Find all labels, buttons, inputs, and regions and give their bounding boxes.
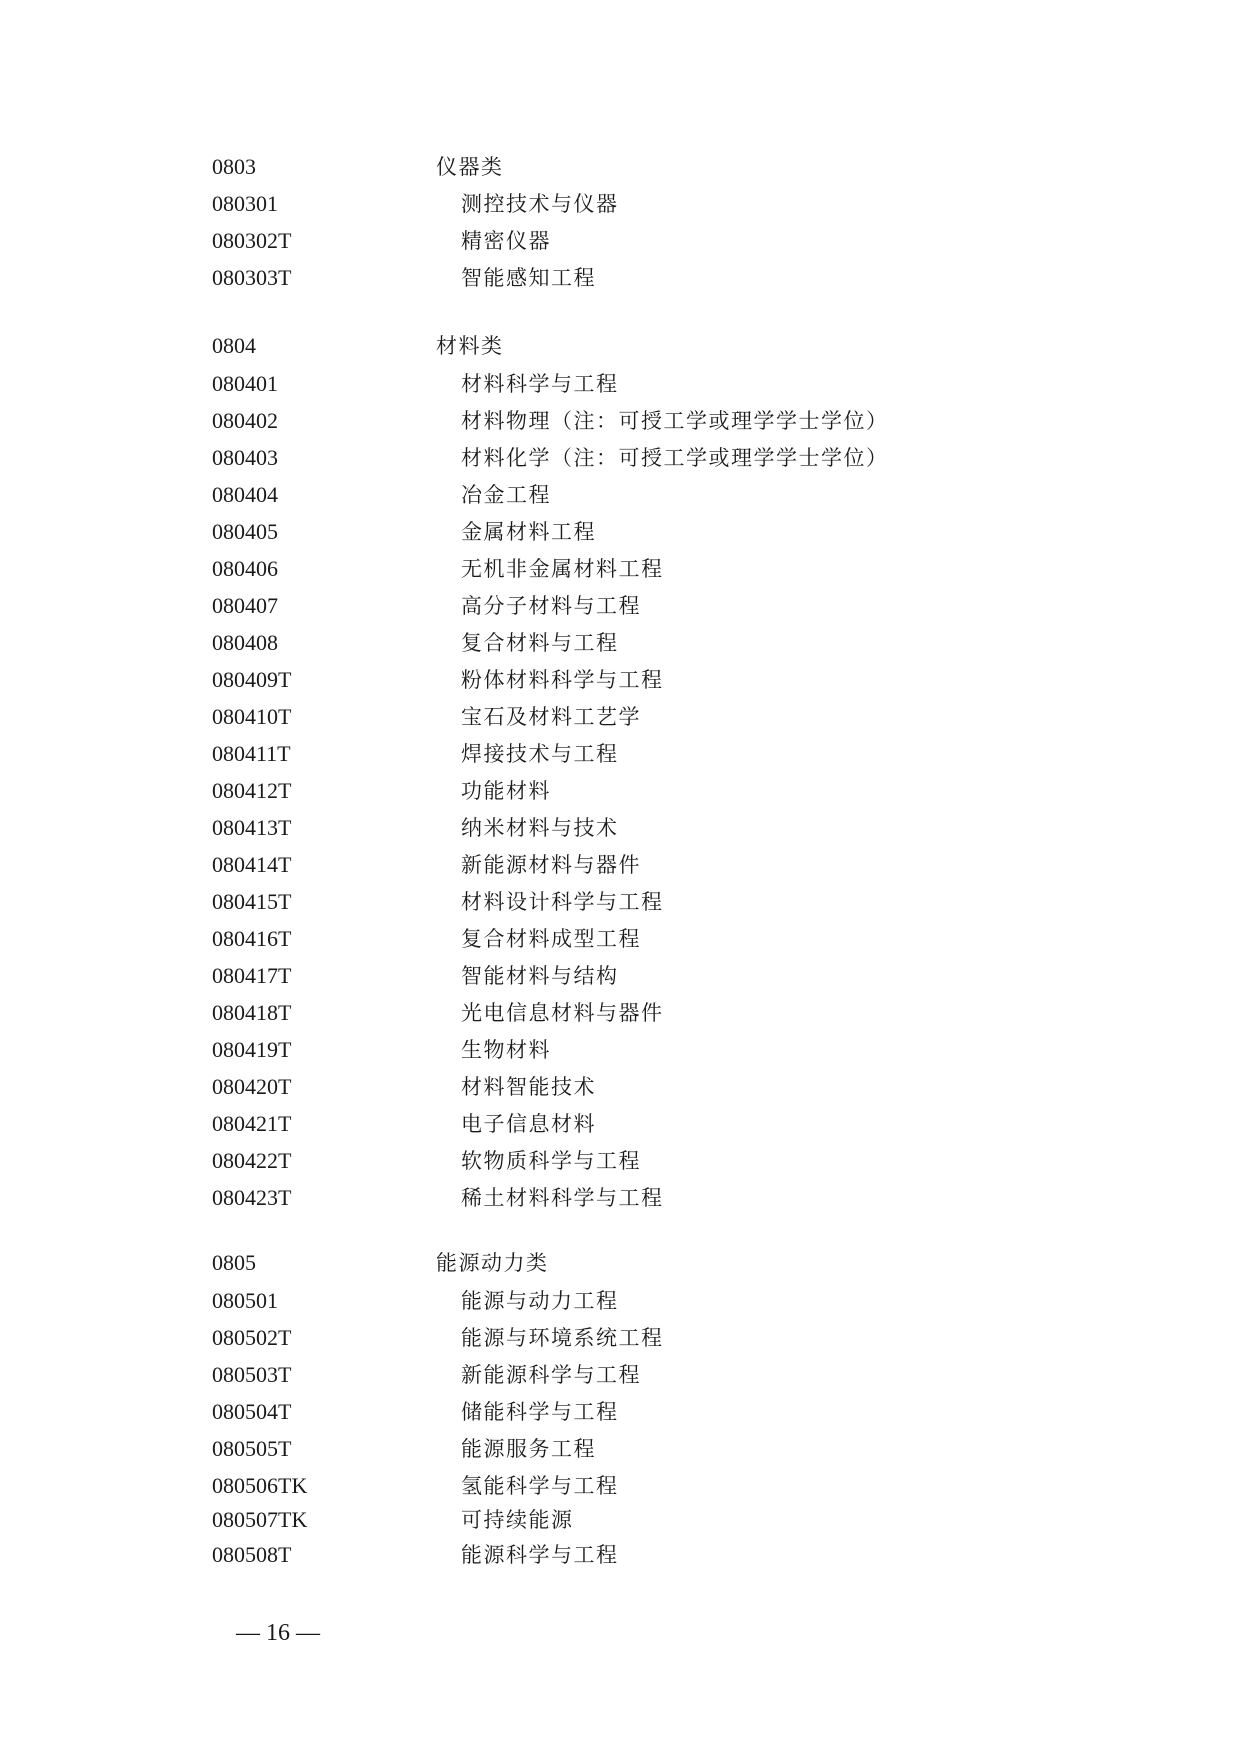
major-code: 080417T bbox=[212, 963, 292, 988]
major-name: 纳米材料与技术 bbox=[461, 816, 619, 840]
major-name: 能源服务工程 bbox=[461, 1437, 596, 1461]
major-row bbox=[0, 998, 1241, 1028]
major-row bbox=[0, 1505, 1241, 1535]
major-row bbox=[0, 189, 1241, 219]
major-code: 080403 bbox=[212, 445, 278, 470]
major-name: 精密仪器 bbox=[461, 229, 551, 253]
major-name: 金属材料工程 bbox=[461, 520, 596, 544]
page-number: — 16 — bbox=[236, 1620, 320, 1646]
major-row bbox=[0, 1323, 1241, 1353]
major-code: 080503T bbox=[212, 1362, 292, 1387]
major-name: 材料物理（注：可授工学或理学学士学位） bbox=[461, 409, 889, 433]
major-code: 080501 bbox=[212, 1288, 278, 1313]
major-code: 080415T bbox=[212, 889, 292, 914]
major-name: 智能材料与结构 bbox=[461, 964, 619, 988]
major-code: 080420T bbox=[212, 1074, 292, 1099]
major-row bbox=[0, 739, 1241, 769]
major-name: 生物材料 bbox=[461, 1038, 551, 1062]
major-name: 新能源材料与器件 bbox=[461, 853, 641, 877]
major-code: 080504T bbox=[212, 1399, 292, 1424]
major-code: 080409T bbox=[212, 667, 292, 692]
major-row bbox=[0, 1471, 1241, 1501]
major-row bbox=[0, 263, 1241, 293]
category-name: 材料类 bbox=[436, 334, 504, 358]
major-row bbox=[0, 1540, 1241, 1570]
major-name: 光电信息材料与器件 bbox=[461, 1001, 664, 1025]
major-code: 080508T bbox=[212, 1542, 292, 1567]
major-row bbox=[0, 591, 1241, 621]
major-name: 宝石及材料工艺学 bbox=[461, 705, 641, 729]
major-row bbox=[0, 1360, 1241, 1390]
major-row bbox=[0, 1286, 1241, 1316]
major-code: 080416T bbox=[212, 926, 292, 951]
major-code: 080506TK bbox=[212, 1473, 308, 1498]
major-name: 复合材料与工程 bbox=[461, 631, 619, 655]
major-row bbox=[0, 1035, 1241, 1065]
major-row bbox=[0, 1183, 1241, 1213]
major-code: 080408 bbox=[212, 630, 278, 655]
major-name: 焊接技术与工程 bbox=[461, 742, 619, 766]
major-row bbox=[0, 443, 1241, 473]
major-code: 080507TK bbox=[212, 1507, 308, 1532]
major-name: 粉体材料科学与工程 bbox=[461, 668, 664, 692]
major-code: 080302T bbox=[212, 228, 292, 253]
major-code: 080412T bbox=[212, 778, 292, 803]
major-code: 080410T bbox=[212, 704, 292, 729]
major-row bbox=[0, 1109, 1241, 1139]
major-name: 无机非金属材料工程 bbox=[461, 557, 664, 581]
major-name: 功能材料 bbox=[461, 779, 551, 803]
major-name: 能源与环境系统工程 bbox=[461, 1326, 664, 1350]
major-name: 测控技术与仪器 bbox=[461, 192, 619, 216]
major-name: 能源科学与工程 bbox=[461, 1543, 619, 1567]
major-row bbox=[0, 1072, 1241, 1102]
major-row bbox=[0, 1146, 1241, 1176]
major-row bbox=[0, 369, 1241, 399]
major-name: 能源与动力工程 bbox=[461, 1289, 619, 1313]
category-row bbox=[0, 1248, 1241, 1278]
major-code: 080423T bbox=[212, 1185, 292, 1210]
major-row bbox=[0, 776, 1241, 806]
major-name: 复合材料成型工程 bbox=[461, 927, 641, 951]
category-name: 仪器类 bbox=[436, 155, 504, 179]
major-code: 080301 bbox=[212, 191, 278, 216]
major-row bbox=[0, 480, 1241, 510]
major-code: 080402 bbox=[212, 408, 278, 433]
major-row bbox=[0, 1397, 1241, 1427]
category-code: 0803 bbox=[212, 154, 256, 179]
major-code: 080422T bbox=[212, 1148, 292, 1173]
major-row bbox=[0, 517, 1241, 547]
major-code: 080406 bbox=[212, 556, 278, 581]
major-code: 080414T bbox=[212, 852, 292, 877]
major-code: 080413T bbox=[212, 815, 292, 840]
major-code: 080411T bbox=[212, 741, 291, 766]
major-code: 080418T bbox=[212, 1000, 292, 1025]
major-row bbox=[0, 961, 1241, 991]
major-name: 材料智能技术 bbox=[461, 1075, 596, 1099]
category-code: 0804 bbox=[212, 333, 256, 358]
major-row bbox=[0, 554, 1241, 584]
major-name: 材料设计科学与工程 bbox=[461, 890, 664, 914]
major-name: 氢能科学与工程 bbox=[461, 1474, 619, 1498]
major-name: 材料化学（注：可授工学或理学学士学位） bbox=[461, 446, 889, 470]
major-row bbox=[0, 665, 1241, 695]
category-name: 能源动力类 bbox=[436, 1251, 549, 1275]
major-row bbox=[0, 887, 1241, 917]
major-code: 080419T bbox=[212, 1037, 292, 1062]
major-code: 080505T bbox=[212, 1436, 292, 1461]
major-code: 080405 bbox=[212, 519, 278, 544]
major-row bbox=[0, 924, 1241, 954]
major-name: 可持续能源 bbox=[461, 1508, 574, 1532]
major-name: 储能科学与工程 bbox=[461, 1400, 619, 1424]
category-code: 0805 bbox=[212, 1250, 256, 1275]
major-name: 电子信息材料 bbox=[461, 1112, 596, 1136]
major-name: 新能源科学与工程 bbox=[461, 1363, 641, 1387]
major-code: 080502T bbox=[212, 1325, 292, 1350]
major-name: 稀土材料科学与工程 bbox=[461, 1186, 664, 1210]
major-name: 高分子材料与工程 bbox=[461, 594, 641, 618]
major-row bbox=[0, 406, 1241, 436]
major-code: 080303T bbox=[212, 265, 292, 290]
major-row bbox=[0, 226, 1241, 256]
major-code: 080421T bbox=[212, 1111, 292, 1136]
major-row bbox=[0, 702, 1241, 732]
major-row bbox=[0, 850, 1241, 880]
major-row bbox=[0, 813, 1241, 843]
major-code: 080407 bbox=[212, 593, 278, 618]
major-code: 080404 bbox=[212, 482, 278, 507]
major-name: 智能感知工程 bbox=[461, 266, 596, 290]
major-row bbox=[0, 628, 1241, 658]
major-name: 冶金工程 bbox=[461, 483, 551, 507]
major-row bbox=[0, 1434, 1241, 1464]
category-row bbox=[0, 331, 1241, 361]
major-code: 080401 bbox=[212, 371, 278, 396]
category-row bbox=[0, 152, 1241, 182]
major-name: 软物质科学与工程 bbox=[461, 1149, 641, 1173]
major-name: 材料科学与工程 bbox=[461, 372, 619, 396]
